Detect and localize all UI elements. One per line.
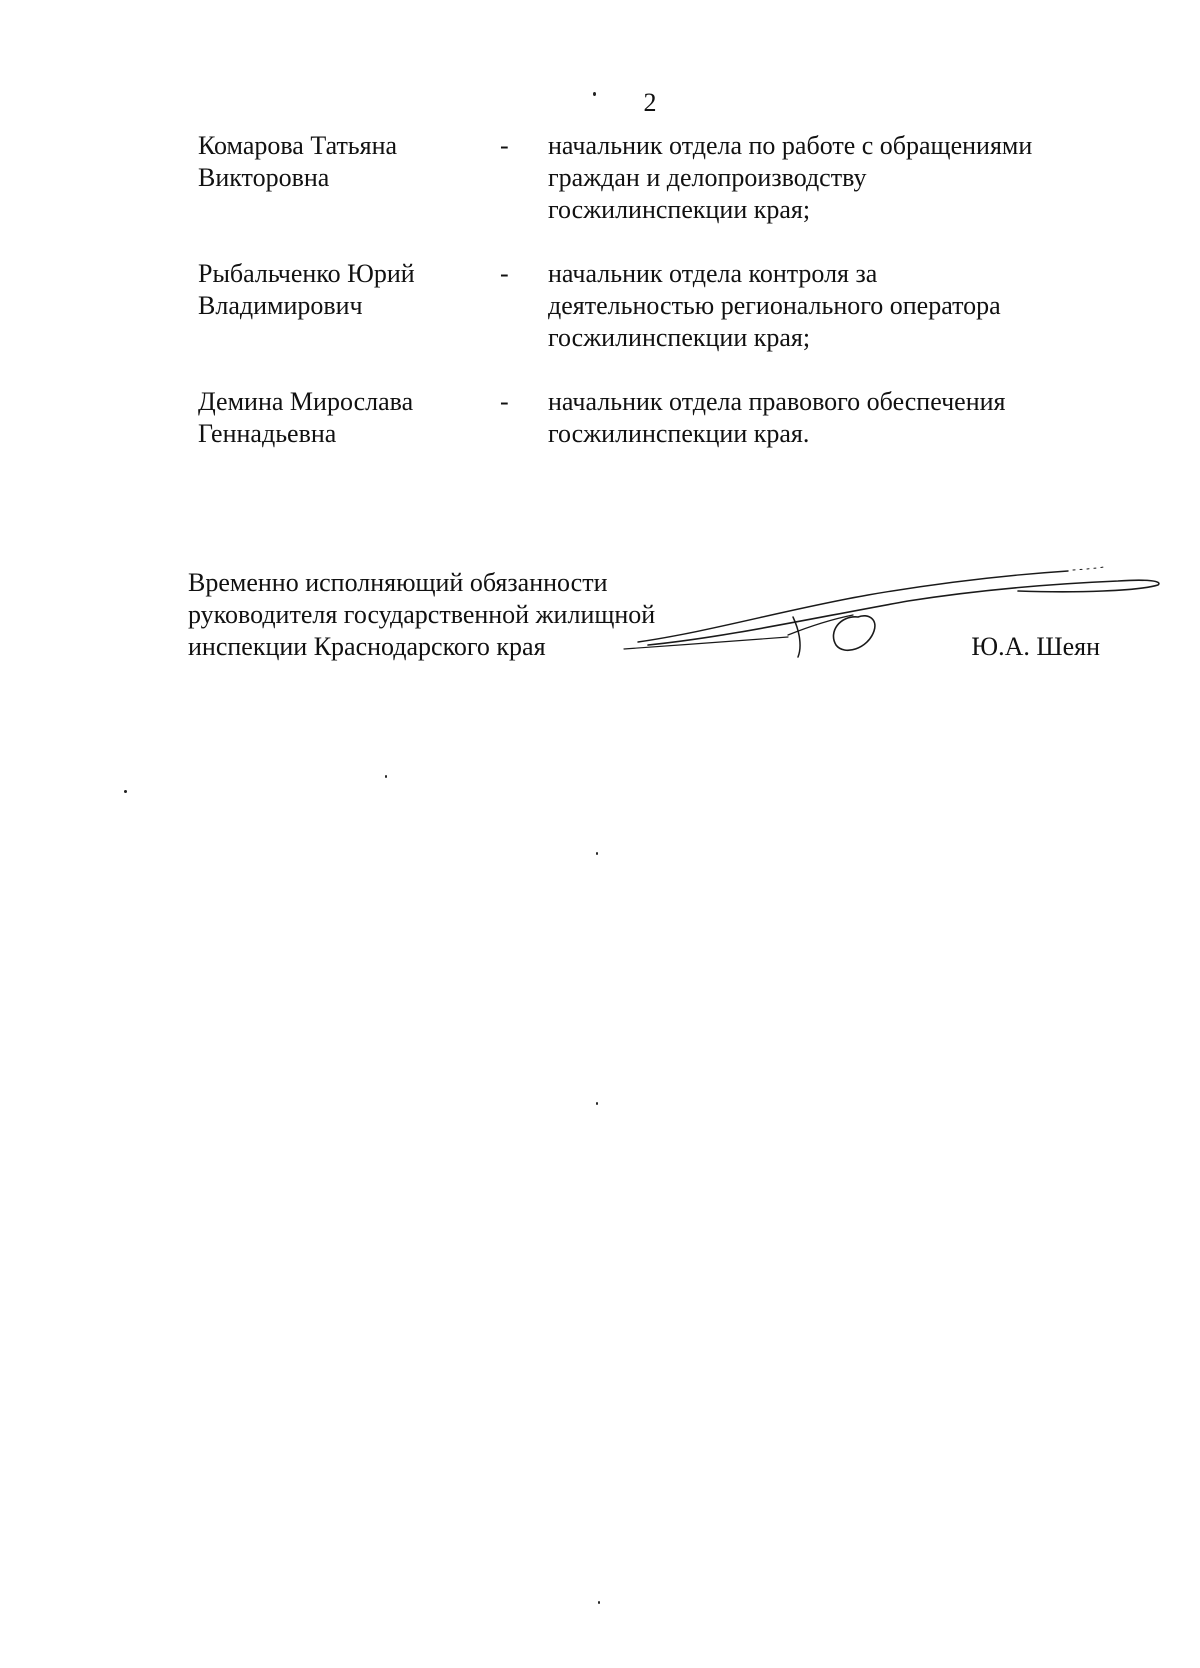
member-row — [198, 258, 1078, 354]
member-dash: - — [500, 387, 509, 416]
signer-name: Ю.А. Шеян — [971, 632, 1100, 661]
member-name: Демина Мирослава Геннадьевна — [198, 387, 414, 448]
signature-block — [188, 567, 1108, 677]
member-position: начальник отдела по работе с обращениями граждан и делопроизводству госжилинспекции края; — [548, 131, 1033, 224]
member-name: Рыбальченко Юрий Владимирович — [198, 259, 415, 320]
scan-speck — [598, 1601, 600, 1604]
member-position: начальник отдела правового обеспечения госжилинспекции края. — [548, 387, 1006, 448]
scan-speck — [596, 1102, 598, 1105]
scan-speck — [124, 790, 127, 793]
member-dash: - — [500, 131, 509, 160]
member-position: начальник отдела контроля за деятельностью регионального оператора госжилинспекции края; — [548, 259, 1001, 352]
scan-speck — [596, 852, 598, 855]
member-row — [198, 386, 1078, 450]
page-number: 2 — [643, 88, 657, 117]
member-dash: - — [500, 259, 509, 288]
members-list — [198, 130, 1078, 482]
scan-speck — [385, 775, 387, 778]
signer-title: Временно исполняющий обязанности руководителя государственной жилищной инспекции Краснодарского края — [188, 568, 656, 661]
member-name: Комарова Татьяна Викторовна — [198, 131, 398, 192]
scan-speck — [593, 92, 596, 96]
member-row — [198, 130, 1078, 226]
